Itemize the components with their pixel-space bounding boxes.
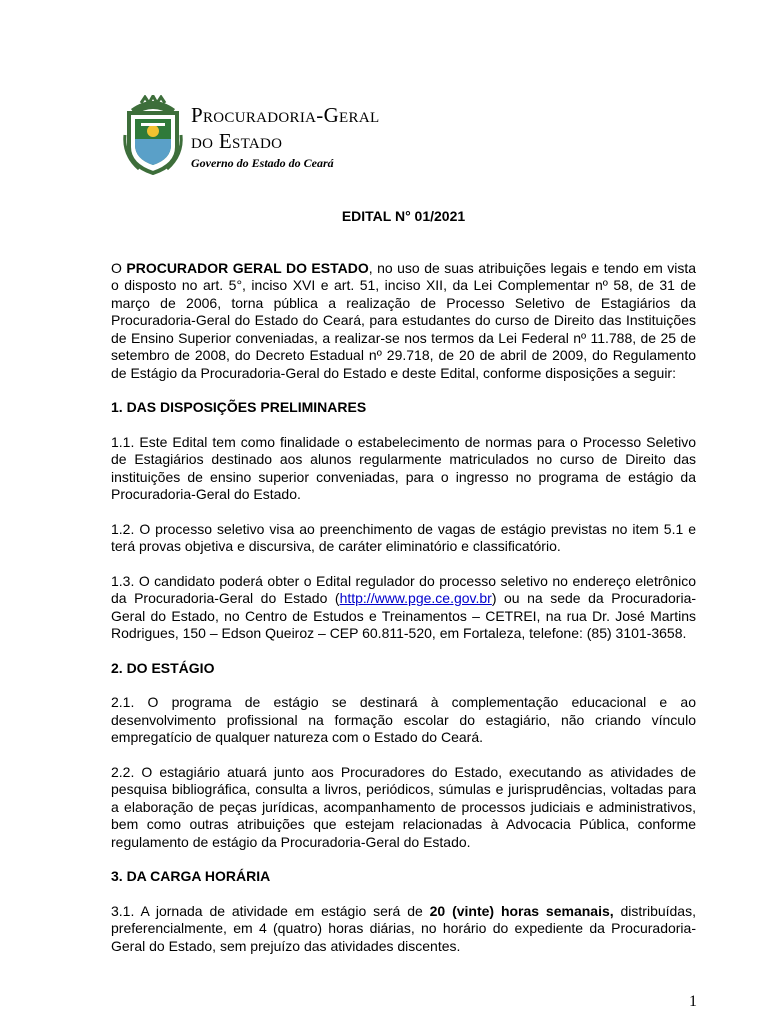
org-name-estado: do Estado (191, 129, 283, 153)
item-1-2: 1.2. O processo seletivo visa ao preenchimento de vagas de estágio previstas no item 5.1 e terá provas objetiva e discursiva, de caráter eliminatório e classificatório. (111, 520, 696, 554)
pge-website-link[interactable]: http://www.pge.ce.gov.br (339, 590, 492, 606)
org-name-procuradoria: Procuradoria-Geral (191, 103, 380, 127)
intro-pre: O (111, 259, 127, 276)
org-name-line1 (191, 103, 379, 128)
item-1-3-pre: 1.3. O candidato poderá obter o Edital regulador do processo seletivo no endereço eletrônico da Procuradoria-Geral do Estado ( (111, 572, 696, 606)
intro-bold: PROCURADOR GERAL DO ESTADO (126, 259, 369, 276)
state-seal-icon (121, 95, 185, 175)
intro-paragraph (111, 260, 696, 383)
org-subtitle: Governo do Estado do Ceará (191, 156, 334, 170)
item-1-3 (111, 573, 696, 643)
intro-post: , no uso de suas atribuições legais e tendo em vista o disposto no art. 5°, inciso XVI e art. 51, inciso XII, da Lei Complementar nº 58, de 31 de março de 2006, torna pública a realização de Processo Seletivo de Estagiários da Procuradoria-Geral do Estado do Ceará, para estudantes do curso de Direito das Instituições de Ensino Superior conveniadas, a realizar-se nos termos da Lei Federal nº 11.788, de 25 de setembro de 2008, do Decreto Estadual nº 29.718, de 20 de abril de 2009, do Regulamento de Estágio da Procuradoria-Geral do Estado e deste Edital, conforme disposições a seguir: (111, 259, 696, 381)
document-body (111, 208, 696, 972)
item-1-1: 1.1. Este Edital tem como finalidade o estabelecimento de normas para o Processo Seletivo de Estagiários destinado aos alunos regularmente matriculados no curso de Direito das instituições de ensino superior conveniadas, para o ingresso no programa de estágio da Procuradoria-Geral do Estado. (111, 433, 696, 502)
item-1-3-post: ) ou na sede da Procuradoria-Geral do Estado, no Centro de Estudos e Treinamentos – CETREI, na rua Dr. José Martins Rodrigues, 150 – Edson Queiroz – CEP 60.811-520, em Fortaleza, telefone: (85) 3101-3658. (111, 590, 697, 641)
org-name-line2 (191, 129, 282, 154)
document-title: EDITAL N° 01/2021 (341, 208, 466, 224)
item-3-1 (111, 903, 696, 956)
item-3-1-post: distribuídas, preferencialmente, em 4 (quatro) horas diárias, no horário do expediente da Procuradoria-Geral do Estado, sem prejuízo das atividades discentes. (111, 902, 696, 954)
item-2-1: 2.1. O programa de estágio se destinará à complementação educacional e ao desenvolvimento profissional na formação escolar do estagiário, não criando vínculo empregatício de qualquer natureza com o Estado do Ceará. (111, 694, 696, 745)
item-3-1-pre: 3.1. A jornada de atividade em estágio será de (111, 902, 430, 919)
page-number: 1 (689, 993, 697, 1010)
item-3-1-bold: 20 (vinte) horas semanais, (429, 902, 614, 919)
section-2-heading: 2. DO ESTÁGIO (111, 659, 215, 676)
section-1-heading: 1. DAS DISPOSIÇÕES PRELIMINARES (111, 399, 367, 415)
section-3-heading: 3. DA CARGA HORÁRIA (111, 868, 271, 884)
item-2-2: 2.2. O estagiário atuará junto aos Procuradores do Estado, executando as atividades de pesquisa bibliográfica, consulta a livros, periódicos, súmulas e jurisprudências, voltadas para a elaboração de peças jurídicas, acompanhamento de processos judiciais e administrativos, bem como outras atribuições que estejam relacionadas à Advocacia Pública, conforme regulamento de estágio da Procuradoria-Geral do Estado. (111, 763, 696, 850)
letterhead (121, 95, 461, 180)
